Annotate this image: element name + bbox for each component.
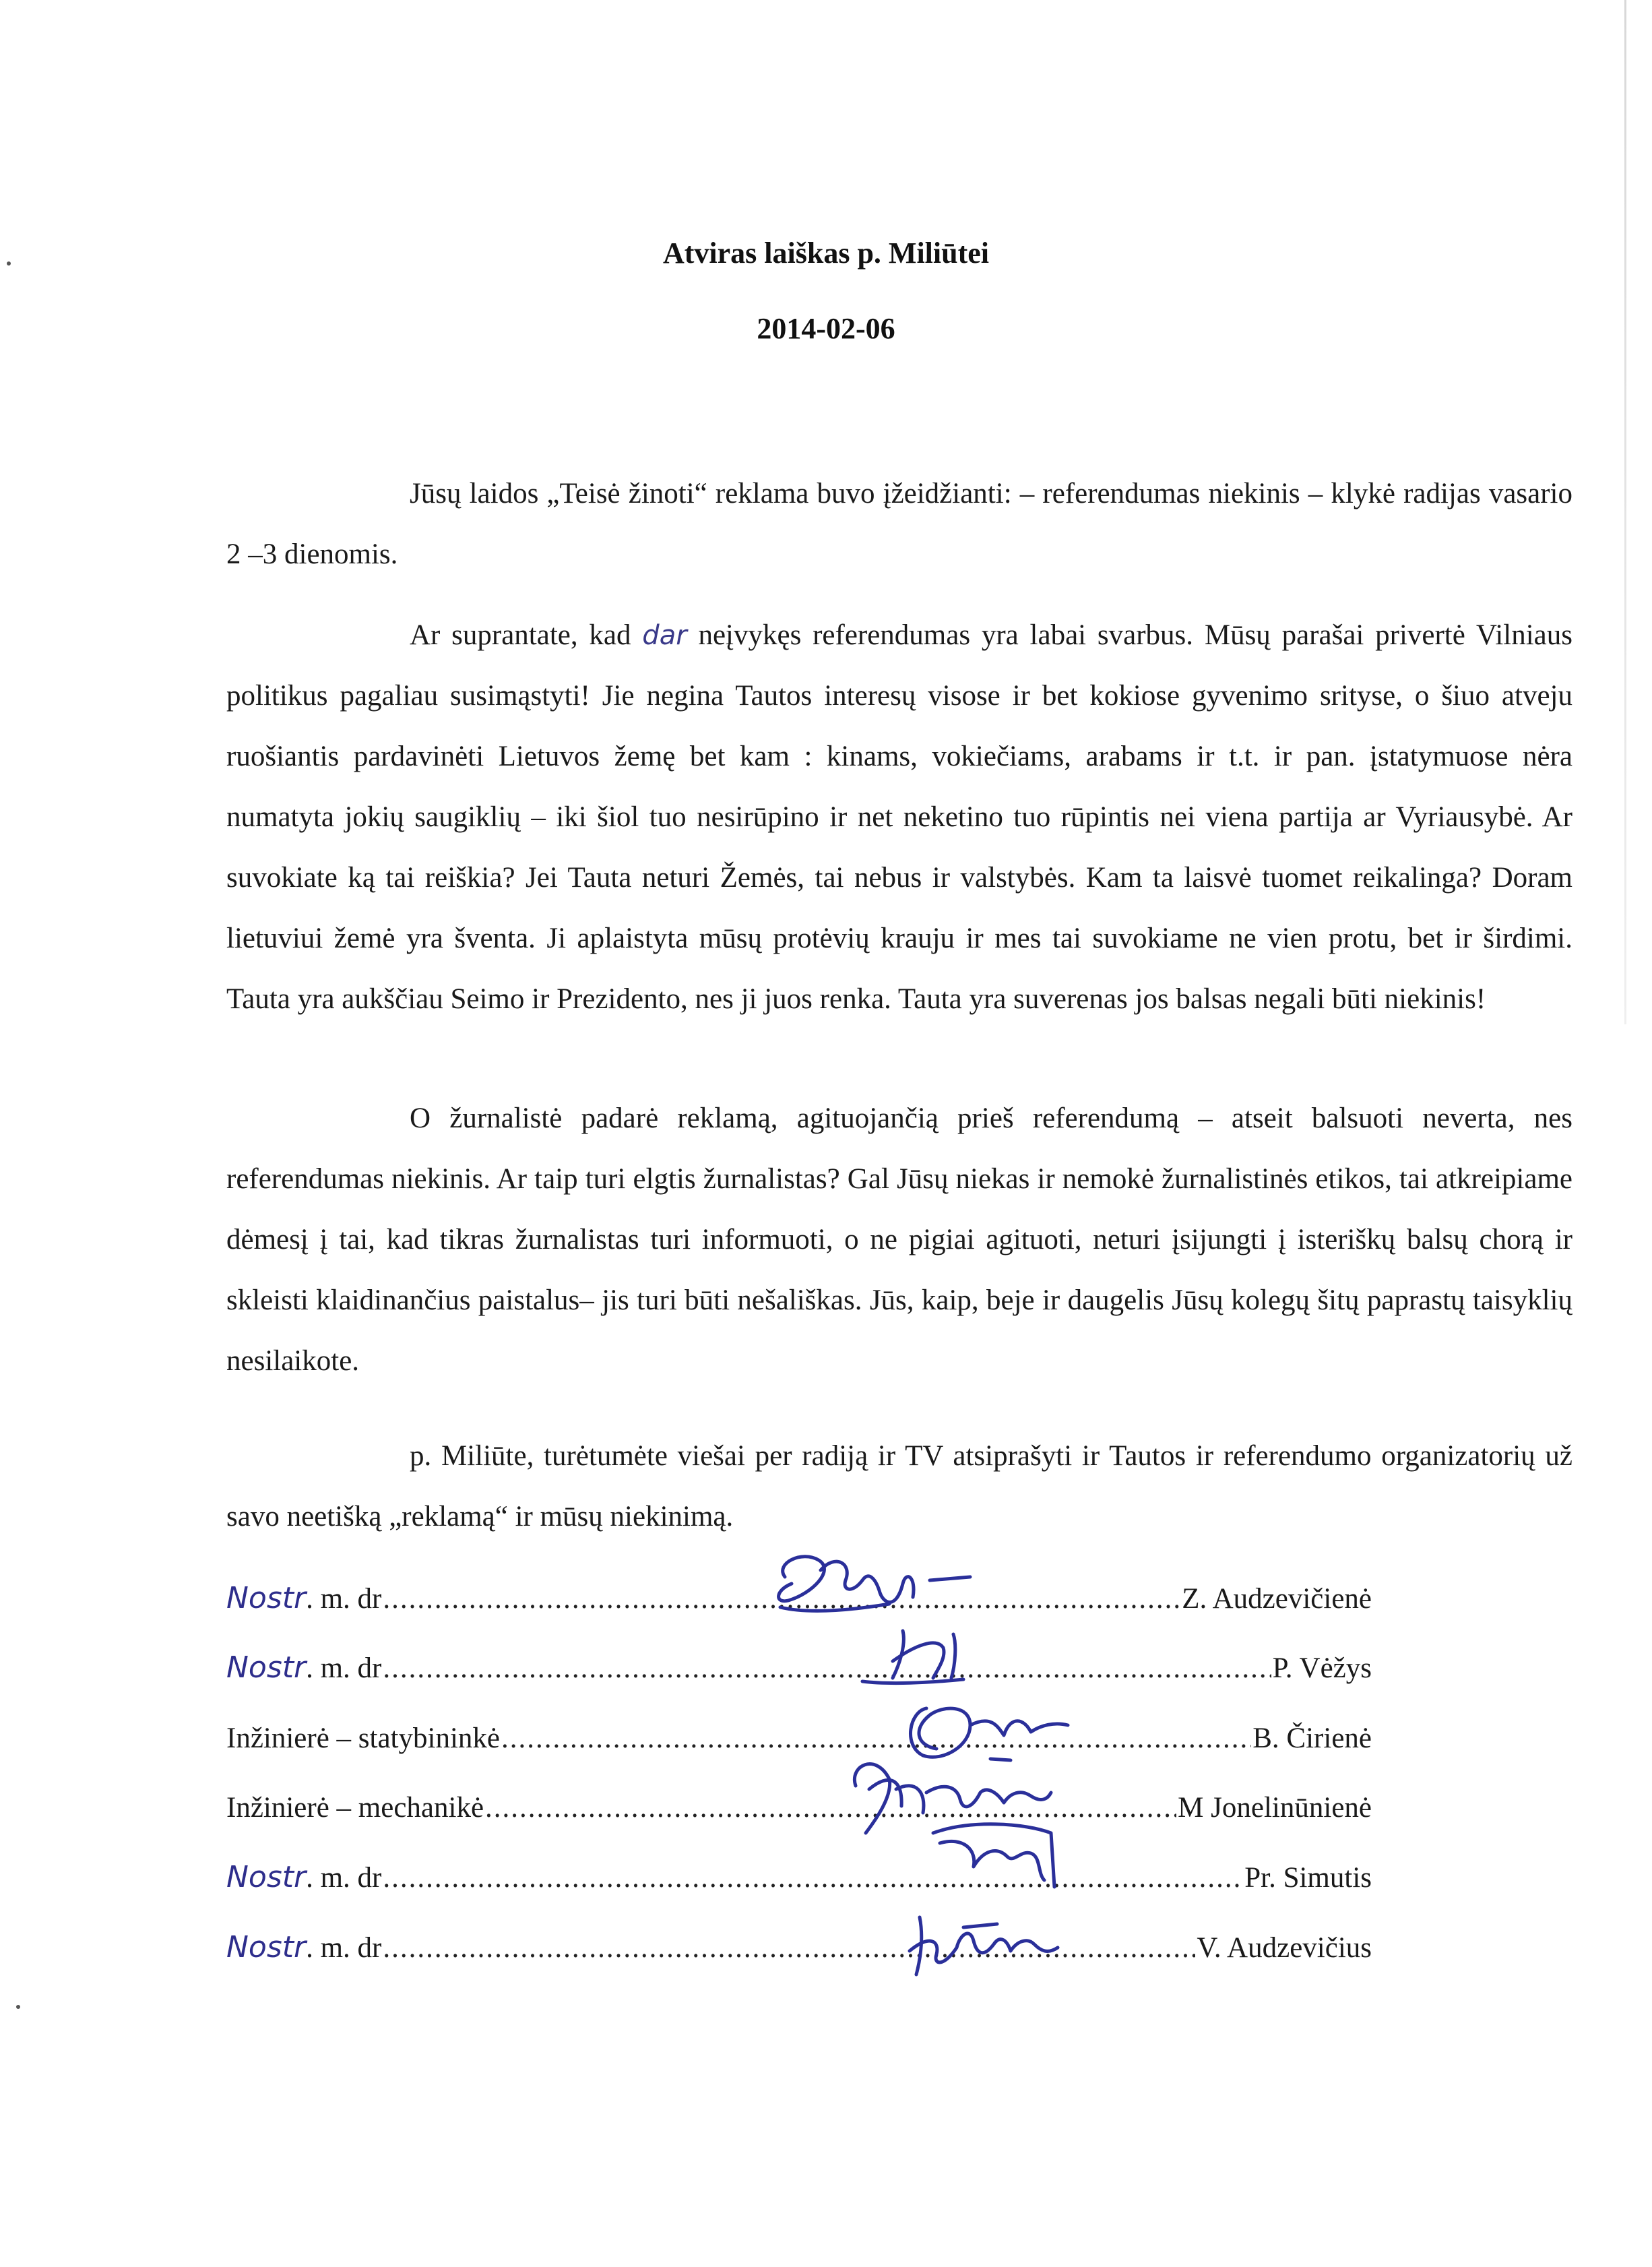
paragraph-3-text: O žurnalistė padarė reklamą, agituojančią prieš referendumą – atseit balsuoti neverta, nes referendumas niekinis. Ar taip turi elgtis žurnalistas? Gal Jūsų niekas ir nemokė žurnalistinės etikos, tai atkreipiame dėmesį į tai, kad tikras žurnalistas turi informuoti, o ne pigiai agituoti, neturi įsijungti į isteriškų balsų chorą ir skleisti klaidinančius paistalus– jis turi būti nešališkas. Jūs, kaip, beje ir daugelis Jūsų kolegų šitų paprastų taisyklių nesilaikote. xyxy=(226,1103,1572,1377)
paragraph-1-text: Jūsų laidos „Teisė žinoti“ reklama buvo įžeidžianti: – referendumas niekinis – klykė radijas vasario 2 –3 dienomis. xyxy=(226,478,1572,570)
signatory-role: Nostr. m. dr xyxy=(226,1581,382,1615)
signatory-name: B. Čirienė xyxy=(1252,1722,1372,1754)
paragraph-2-text xyxy=(226,605,1572,1030)
handwritten-insert: dar xyxy=(642,620,687,651)
signature-line xyxy=(226,1720,1372,1761)
dotted-leader xyxy=(383,1931,1195,1964)
signatory-name: P. Vėžys xyxy=(1272,1652,1372,1684)
dotted-leader xyxy=(383,1582,1180,1615)
signatory-name: Z. Audzevičienė xyxy=(1182,1583,1372,1615)
signatory-name: V. Audzevičius xyxy=(1197,1932,1372,1964)
signature-line xyxy=(226,1860,1372,1900)
signature-line xyxy=(226,1581,1372,1621)
scan-speck xyxy=(16,2005,20,2009)
handwritten-title: Nostr xyxy=(226,1581,307,1615)
scan-edge-line xyxy=(1624,0,1626,1024)
paragraph-2-start: Ar suprantate, kad xyxy=(410,619,643,651)
signature-line xyxy=(226,1650,1372,1691)
dotted-leader xyxy=(501,1722,1251,1755)
paragraph-3 xyxy=(226,1088,1572,1392)
dotted-leader xyxy=(383,1652,1271,1685)
paragraph-1 xyxy=(226,464,1572,585)
signatory-name: Pr. Simutis xyxy=(1244,1862,1372,1894)
signatory-role: Nostr. m. dr xyxy=(226,1650,382,1685)
paragraph-2-rest: neįvykęs referendumas yra labai svarbus. Mūsų parašai privertė Vilniaus politikus pagaliau susimąstyti! Jie negina Tautos interesų visose ir bet kokiose gyvenimo srityse, o šiuo atveju ruošiantis pardavinėti Lietuvos žemę bet kam : kinams, vokiečiams, arabams ir t.t. ir pan. įstatymuose nėra numatyta jokių saugiklių – iki šiol tuo nesirūpino ir net neketino tuo rūpintis nei viena partija ar Vyriausybė. Ar suvokiate ką tai reiškia? Jei Tauta neturi Žemės, tai nebus ir valstybės. Kam ta laisvė tuomet reikalinga? Doram lietuviui žemė yra šventa. Ji aplaistyta mūsų protėvių krauju ir mes tai suvokiame ne vien protu, bet ir širdimi. Tauta yra aukščiau Seimo ir Prezidento, nes ji juos renka. Tauta yra suverenas jos balsas negali būti niekinis! xyxy=(226,619,1572,1015)
handwritten-title: Nostr xyxy=(226,1650,307,1685)
dotted-leader xyxy=(485,1791,1176,1824)
signatory-role: Inžinierė – mechanikė xyxy=(226,1792,484,1824)
signature-line xyxy=(226,1930,1372,1970)
letter-title: Atviras laiškas p. Miliūtei xyxy=(662,237,990,270)
handwritten-title: Nostr xyxy=(226,1860,307,1894)
signatory-role: Nostr. m. dr xyxy=(226,1930,382,1964)
letter-date: 2014-02-06 xyxy=(757,312,895,345)
paragraph-2 xyxy=(226,605,1572,1030)
signatory-role: Nostr. m. dr xyxy=(226,1860,382,1894)
signatory-role: Inžinierė – statybininkė xyxy=(226,1722,500,1754)
paragraph-4 xyxy=(226,1426,1572,1547)
signatory-name: M Jonelinūnienė xyxy=(1178,1792,1372,1824)
signature-line xyxy=(226,1790,1372,1830)
dotted-leader xyxy=(383,1861,1243,1894)
handwritten-title: Nostr xyxy=(226,1930,307,1964)
paragraph-4-text: p. Miliūte, turėtumėte viešai per radiją ir TV atsiprašyti ir Tautos ir referendumo organizatorių už savo neetišką „reklamą“ ir mūsų niekinimą. xyxy=(226,1440,1572,1532)
